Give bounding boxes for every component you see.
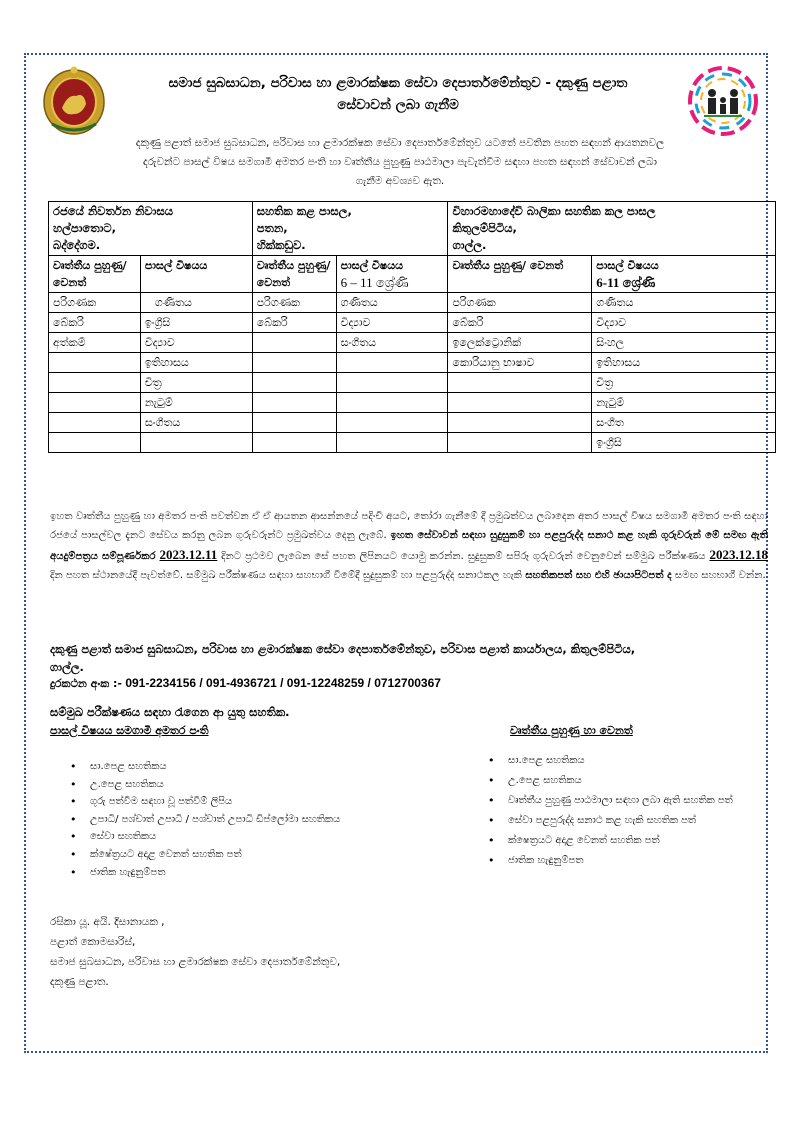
right-list-heading: වෘත්තීය පුහුණු හා වෙනත් bbox=[510, 724, 633, 737]
table-cell-c1 bbox=[448, 373, 592, 393]
table-cell-b2 bbox=[336, 413, 448, 433]
table-cell-a1 bbox=[49, 373, 141, 393]
phone-label: දුරකථන අංක :- bbox=[50, 677, 122, 690]
table-cell-b1 bbox=[252, 393, 336, 413]
signature-block bbox=[50, 912, 340, 992]
signatory-province: දකුණු පළාත. bbox=[50, 976, 109, 988]
interview-date: 2023.12.18 bbox=[709, 547, 768, 562]
subject-rows bbox=[49, 293, 776, 453]
phone-numbers bbox=[50, 676, 441, 691]
list-item: • ක්ෂේත්‍රයට අදාළ වෙනත් සහතික පත් bbox=[90, 846, 470, 864]
subheader-c2-grades: 6-11 ශ්‍රේණි bbox=[596, 275, 656, 290]
institution-2 bbox=[252, 202, 448, 256]
table-cell-b2: සංගීතය bbox=[336, 333, 448, 353]
list-item: • ජාතික හැඳුනුම්පත bbox=[90, 864, 470, 882]
table-cell-a1 bbox=[49, 433, 141, 453]
notice-text-2: දිනට ප්‍රථමව ලැබෙන සේ පහත ලිපිනයට යොමු කරන්න. සුදුසුකම් සපිරූ ගුරුවරුන් වෙනුවෙන් සම්මුඛ පරීක්ෂණය bbox=[221, 551, 706, 562]
table-row bbox=[49, 353, 776, 373]
list-item: • උ.පෙළ සහතිකය bbox=[90, 776, 470, 794]
address-line-1: දකුණු පළාත් සමාජ සුබසාධන, පරිවාස හා ළමාරක්ෂක සේවා දෙපාර්තමේන්තුව, පරිවාස පළාත් කාර්යාලය, කිතුලම්පිටිය, bbox=[50, 642, 636, 656]
table-cell-a2: නැටුම් bbox=[140, 393, 252, 413]
subheader-b2-label: පාසල් විෂයය bbox=[340, 259, 404, 272]
table-row bbox=[49, 333, 776, 353]
table-cell-a2: විද්‍යාව bbox=[140, 333, 252, 353]
institution-1-addr1: හල්පාතොට, bbox=[53, 221, 116, 235]
table-cell-c1: ඉලෙක්ට්‍රොනික් bbox=[448, 333, 592, 353]
table-row bbox=[49, 413, 776, 433]
table-cell-a2: ඉතිහාසය bbox=[140, 353, 252, 373]
requirements-title: සම්මුඛ පරීක්ෂණය සඳහා රැගෙන ආ යුතු සහතික. bbox=[50, 705, 290, 719]
table-cell-a1: බේකරි bbox=[49, 313, 141, 333]
table-cell-a1 bbox=[49, 353, 141, 373]
left-certificate-list bbox=[70, 758, 470, 881]
list-item: • සේවා පළපුරුද්ද සනාථ කළ හැකි සහතික පත් bbox=[508, 813, 740, 829]
table-cell-b1 bbox=[252, 353, 336, 373]
signatory-department: සමාජ සුබසාධන, පරිවාස හා ළමාරක්ෂක සේවා දෙපාර්තමේන්තුව, bbox=[50, 956, 341, 968]
right-certificate-list bbox=[488, 753, 740, 873]
institution-2-addr1: පතන, bbox=[256, 221, 288, 235]
table-cell-c2: නැටුම් bbox=[592, 393, 776, 413]
table-cell-a1: අත්කම් bbox=[49, 333, 141, 353]
table-cell-a2: ගණිතය bbox=[140, 293, 252, 313]
table-cell-a1 bbox=[49, 393, 141, 413]
office-address bbox=[50, 640, 765, 676]
table-cell-b2 bbox=[336, 433, 448, 453]
list-item: • ගුරු පත්වීම සඳහා වූ පත්වීම් ලිපිය bbox=[90, 793, 470, 811]
table-cell-b1: බේකරි bbox=[252, 313, 336, 333]
institution-3-addr2: ගාල්ල. bbox=[452, 238, 487, 252]
table-cell-c2: ඉංග්‍රීසි bbox=[592, 433, 776, 453]
intro-line-2: දරුවන්ට පාසල් විෂය සමගාමී අමතර පංති හා වෘත්තීය පුහුණු පාඨමාලා පැවැත්වීම සඳහා පහත සඳහන් සේවාවන් ලබා bbox=[143, 156, 657, 168]
table-cell-c2: ගණිතය bbox=[592, 293, 776, 313]
subheader-b2 bbox=[336, 256, 448, 293]
department-logo-icon bbox=[688, 66, 758, 136]
table-cell-b1 bbox=[252, 333, 336, 353]
institution-2-name: සහතික කළ පාසල, bbox=[256, 204, 352, 218]
institutions-table bbox=[48, 201, 776, 453]
table-cell-b2: ගණිතය bbox=[336, 293, 448, 313]
institution-1-name: රජයේ නිවර්තන නිවාසය bbox=[53, 204, 173, 218]
subheader-a1: වෘත්තීය පුහුණු/ වෙනත් bbox=[49, 256, 141, 293]
institution-3-name: විහාරමහාදේවි බාලිකා සහතික කල පාසල bbox=[452, 204, 656, 218]
institution-1-addr2: බද්දේගම. bbox=[53, 238, 101, 252]
list-item: • සා.පෙළ සහතිකය bbox=[508, 753, 740, 769]
subheader-a2: පාසල් විෂයය bbox=[140, 256, 252, 293]
intro-text bbox=[50, 134, 750, 191]
page-title bbox=[112, 72, 684, 116]
table-cell-c2: ඉතිහාසය bbox=[592, 353, 776, 373]
list-item: • ජාතික හැඳුනුම්පත bbox=[508, 853, 740, 869]
table-row bbox=[49, 293, 776, 313]
subheader-b2-grades: 6 – 11 ශ්‍රේණි bbox=[340, 275, 409, 290]
table-cell-a1: පරිගණක bbox=[49, 293, 141, 313]
institution-3-addr1: කිතුලම්පිටිය, bbox=[452, 221, 517, 235]
table-cell-c1: කොරියානු භාෂාව bbox=[448, 353, 592, 373]
table-cell-c2: විද්‍යාව bbox=[592, 313, 776, 333]
notice-bold-1: ඉහත සේවාවන් සඳහා සුදුසුකම් හා පළපුරුද්ද සනාථ කළ හැකි ගුරුවරුන් මේ සමඟ ඇති අයදුම්පත්‍රය සම්පූර්ණකර bbox=[50, 530, 768, 562]
list-item: • උ.පෙළ සහතිකය bbox=[508, 773, 740, 789]
table-cell-c1 bbox=[448, 433, 592, 453]
table-cell-a2: ඉංග්‍රීසි bbox=[140, 313, 252, 333]
table-cell-c1: පරිගණක bbox=[448, 293, 592, 313]
table-cell-b1: පරිගණක bbox=[252, 293, 336, 313]
table-row bbox=[49, 313, 776, 333]
notice-text-4: සමඟ සහභාගී වන්න. bbox=[674, 570, 766, 581]
notice-paragraph bbox=[50, 507, 768, 585]
sri-lanka-emblem-icon bbox=[40, 64, 108, 136]
institution-header-row bbox=[49, 202, 776, 256]
subheader-row bbox=[49, 256, 776, 293]
table-cell-c1 bbox=[448, 393, 592, 413]
institution-3 bbox=[448, 202, 776, 256]
table-cell-c1 bbox=[448, 413, 592, 433]
notice-text-3: දින පහත ස්ථානයේදී පැවත්වේ. සම්මුඛ පරීක්ෂණය සඳහා සහභාගී වීමේදී සුදුසුකම් හා පළපුරුද්ද සනාථකල හැකි bbox=[50, 570, 523, 581]
intro-line-3: ගැනීම අවශ්‍යව ඇත. bbox=[355, 175, 445, 187]
address-line-2: ගාල්ල. bbox=[50, 660, 84, 674]
list-item: • වෘත්තීය පුහුණු පාඨමාලා සඳහා ලබා ඇති සහතික පත් bbox=[508, 793, 740, 809]
table-cell-b1 bbox=[252, 413, 336, 433]
table-cell-b2 bbox=[336, 393, 448, 413]
signatory-title: පළාත් කොමසාරිස්, bbox=[50, 936, 136, 948]
table-cell-c1: බේකරි bbox=[448, 313, 592, 333]
notice-text-1: ඉහත වෘත්තීය පුහුණු හා අමතර පංති පවත්වන ඒ ඒ ආයතන ආසන්නයේ පදිංචි අයට, තෝරා ගැනීමේ දී ප්‍රමුඛත්වය ලබාදෙන අතර පාසල් විෂය සමගාමී අමතර පංති සඳහා රජයේ පාසල්වල දැනට සේවය කරනු ලබන ගුරුවරුන්ට ප්‍රමුඛත්වය දෙනු ලැබේ. bbox=[50, 511, 768, 541]
list-item: • සා.පෙළ සහතිකය bbox=[90, 758, 470, 776]
table-cell-a2: චිත්‍ර bbox=[140, 373, 252, 393]
intro-line-1: දකුණු පළාත් සමාජ සුබසාධන, පරිවාස හා ළමාරක්ෂක සේවා දෙපාර්තමේන්තුව යටතේ පවතින පහත සඳහන් ආයතනවල bbox=[135, 137, 665, 149]
table-cell-a2 bbox=[140, 433, 252, 453]
subheader-c2 bbox=[592, 256, 776, 293]
title-line-2: සේවාවන් ලබා ගැනීම bbox=[337, 97, 459, 113]
list-item: • සේවා සහතිකය bbox=[90, 828, 470, 846]
subheader-b1: වෘත්තීය පුහුණු/ වෙනත් bbox=[252, 256, 336, 293]
title-line-1: සමාජ සුබසාධන, පරිවාස හා ළමාරක්ෂක සේවා දෙපාර්තමේන්තුව - දකුණු පළාත bbox=[168, 75, 628, 91]
table-cell-c2: සිංහල bbox=[592, 333, 776, 353]
table-row bbox=[49, 393, 776, 413]
subheader-c1: වෘත්තීය පුහුණු/ වෙනත් bbox=[448, 256, 592, 293]
table-cell-a1 bbox=[49, 413, 141, 433]
table-row bbox=[49, 433, 776, 453]
signatory-name: රසිකා යූ. අයි. දිසානායක , bbox=[50, 916, 165, 928]
institution-2-addr2: හික්කඩුව. bbox=[256, 238, 306, 252]
list-item: • උපාධි/ පශ්චාත් උපාධි / පශ්චාත් උපාධි ඩිප්ලෝමා සහතිකය bbox=[90, 811, 470, 829]
left-list-heading: පාසල් විෂයය සමගාමී අමතර පංති bbox=[50, 724, 209, 737]
table-cell-b2 bbox=[336, 353, 448, 373]
table-cell-b2 bbox=[336, 373, 448, 393]
table-cell-a2: සංගීතය bbox=[140, 413, 252, 433]
table-cell-b1 bbox=[252, 433, 336, 453]
table-cell-b2: විද්‍යාව bbox=[336, 313, 448, 333]
table-cell-b1 bbox=[252, 373, 336, 393]
application-deadline: 2023.12.11 bbox=[159, 547, 218, 562]
table-row bbox=[49, 373, 776, 393]
subheader-c2-label: පාසල් විෂයය bbox=[596, 259, 659, 272]
phone-values: 091-2234156 / 091-4936721 / 091-12248259 / 0712700367 bbox=[125, 676, 441, 690]
institution-1 bbox=[49, 202, 253, 256]
table-cell-c2: සංගීත bbox=[592, 413, 776, 433]
list-item: • ක්ෂෙත්‍රයට අදාළ වෙනත් සහතික පත් bbox=[508, 833, 740, 849]
table-cell-c2: චිත්‍ර bbox=[592, 373, 776, 393]
notice-bold-2: සහතිකපත් සහ එහි ඡායාපිටපත් ද bbox=[525, 570, 672, 581]
